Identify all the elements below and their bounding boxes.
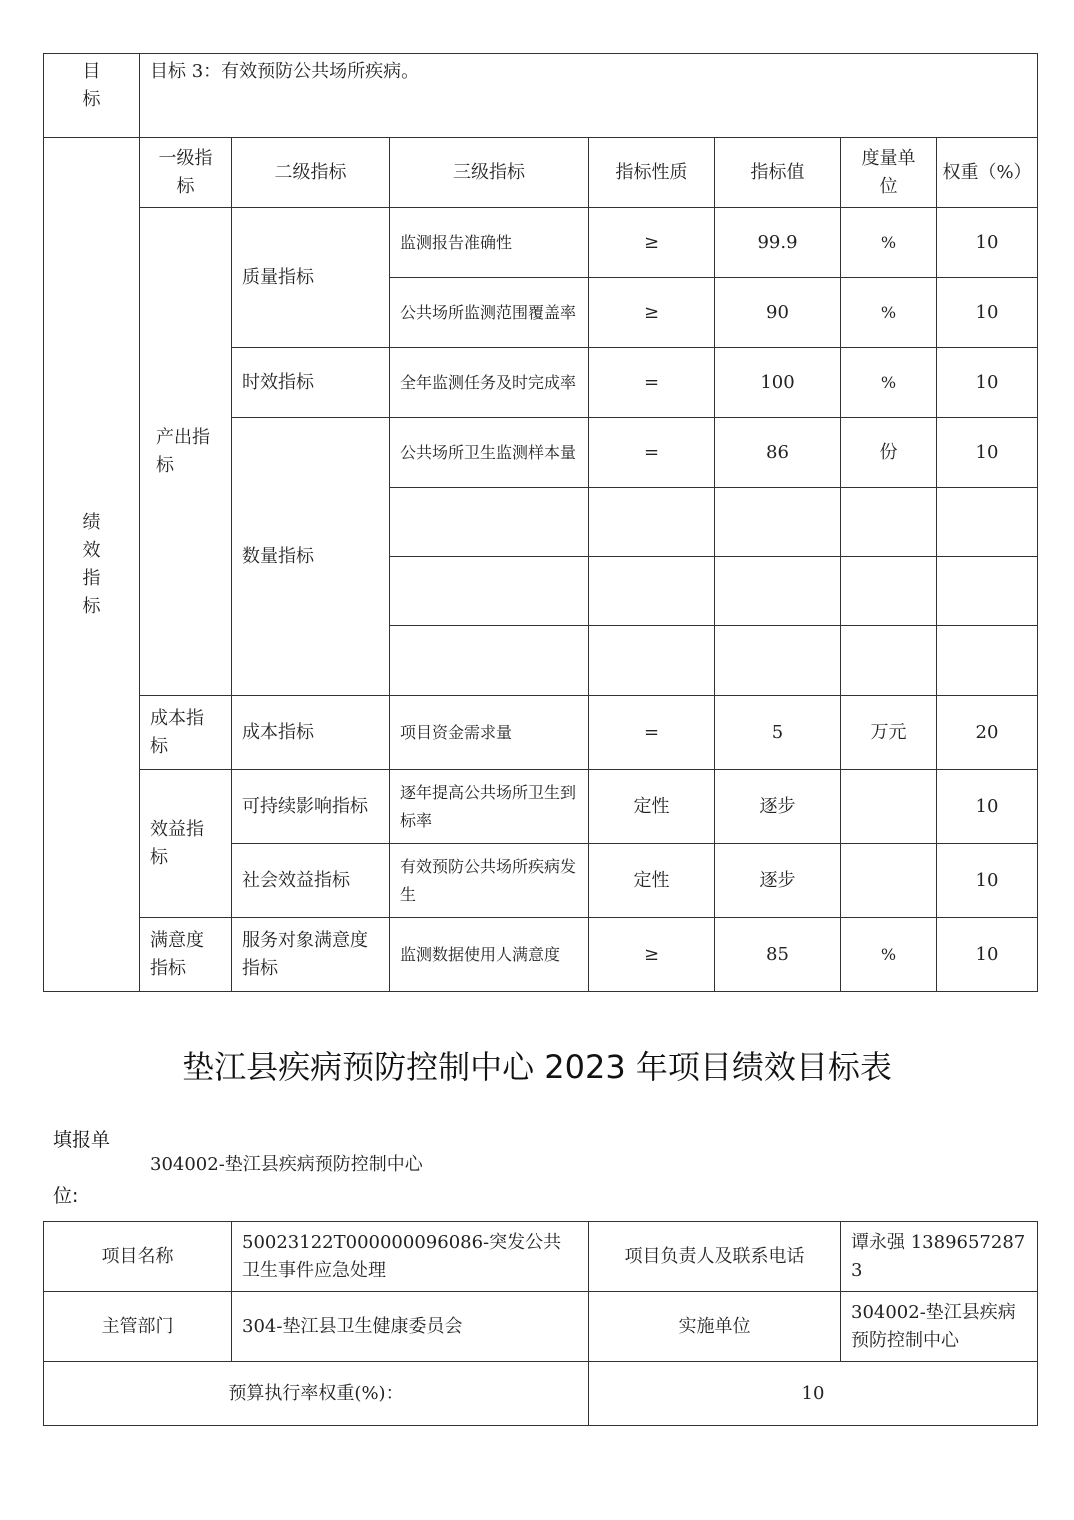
row-weight: 10 [937,918,1038,992]
empty-cell [390,488,589,557]
target-text: 目标 3：有效预防公共场所疾病。 [140,54,1038,138]
row-value: 逐步 [715,770,841,844]
header-value: 指标值 [715,138,841,208]
empty-cell [589,557,715,626]
empty-cell [715,626,841,696]
budget-weight-label: 预算执行率权重(%)： [44,1362,589,1426]
row-weight: 10 [937,208,1038,278]
project-manager-label: 项目负责人及联系电话 [589,1222,841,1292]
performance-side-label: 绩效指标 [44,138,140,992]
row-value: 100 [715,348,841,418]
project-info-table [43,1221,1038,1426]
row-value: 85 [715,918,841,992]
impl-unit-label: 实施单位 [589,1292,841,1362]
budget-weight-value: 10 [589,1362,1038,1426]
row-name: 全年监测任务及时完成率 [390,348,589,418]
empty-cell [937,557,1038,626]
empty-cell [841,557,937,626]
target-label: 目标 [44,54,140,138]
level2-cost: 成本指标 [232,696,390,770]
dept-label: 主管部门 [44,1292,232,1362]
level2-quantity: 数量指标 [232,418,390,696]
row-value: 90 [715,278,841,348]
row-weight: 10 [937,770,1038,844]
row-weight: 10 [937,844,1038,918]
row-nature: ≥ [589,918,715,992]
level1-output: 产出指标 [140,208,232,696]
fill-unit-value: 304002-垫江县疾病预防控制中心 [150,1154,423,1175]
level2-social: 社会效益指标 [232,844,390,918]
row-nature: ≥ [589,208,715,278]
empty-cell [841,488,937,557]
row-name: 监测数据使用人满意度 [390,918,589,992]
empty-cell [390,557,589,626]
row-value: 5 [715,696,841,770]
header-level1: 一级指标 [140,138,232,208]
table-row [44,918,1038,992]
table-row [44,696,1038,770]
table-row [44,208,1038,278]
header-unit: 度量单位 [841,138,937,208]
header-weight: 权重（%） [937,138,1038,208]
impl-unit-value: 304002-垫江县疾病预防控制中心 [841,1292,1038,1362]
row-unit: 份 [841,418,937,488]
level1-cost: 成本指标 [140,696,232,770]
row-unit [841,844,937,918]
row-weight: 20 [937,696,1038,770]
empty-cell [589,626,715,696]
level2-timeliness: 时效指标 [232,348,390,418]
level2-sustainable: 可持续影响指标 [232,770,390,844]
row-name: 有效预防公共场所疾病发生 [390,844,589,918]
row-nature: = [589,418,715,488]
row-name: 公共场所监测范围覆盖率 [390,278,589,348]
empty-cell [715,557,841,626]
row-nature: 定性 [589,844,715,918]
row-value: 99.9 [715,208,841,278]
row-unit [841,770,937,844]
row-unit: 万元 [841,696,937,770]
empty-cell [937,626,1038,696]
level1-benefit: 效益指标 [140,770,232,918]
empty-cell [715,488,841,557]
empty-cell [841,626,937,696]
row-unit: % [841,278,937,348]
empty-cell [937,488,1038,557]
level2-quality: 质量指标 [232,208,390,348]
row-unit: % [841,208,937,278]
page-title: 垫江县疾病预防控制中心 2023 年项目绩效目标表 [182,1048,892,1086]
project-name-value: 50023122T000000096086-突发公共卫生事件应急处理 [232,1222,589,1292]
table-row [44,770,1038,844]
row-name: 项目资金需求量 [390,696,589,770]
row-nature: 定性 [589,770,715,844]
performance-table [43,53,1038,992]
header-level2: 二级指标 [232,138,390,208]
row-name: 公共场所卫生监测样本量 [390,418,589,488]
row-unit: % [841,348,937,418]
row-name: 逐年提高公共场所卫生到标率 [390,770,589,844]
level1-satisfaction: 满意度指标 [140,918,232,992]
empty-cell [390,626,589,696]
row-nature: ≥ [589,278,715,348]
header-level3: 三级指标 [390,138,589,208]
level2-service: 服务对象满意度指标 [232,918,390,992]
row-value: 86 [715,418,841,488]
header-nature: 指标性质 [589,138,715,208]
row-weight: 10 [937,418,1038,488]
row-nature: = [589,348,715,418]
row-weight: 10 [937,278,1038,348]
fill-unit-label-top: 填报单 [53,1129,111,1151]
fill-unit-label-bottom: 位: [53,1185,79,1207]
dept-value: 304-垫江县卫生健康委员会 [232,1292,589,1362]
row-unit: % [841,918,937,992]
empty-cell [589,488,715,557]
project-manager-value: 谭永强 13896572873 [841,1222,1038,1292]
row-weight: 10 [937,348,1038,418]
project-name-label: 项目名称 [44,1222,232,1292]
row-name: 监测报告准确性 [390,208,589,278]
row-nature: = [589,696,715,770]
row-value: 逐步 [715,844,841,918]
